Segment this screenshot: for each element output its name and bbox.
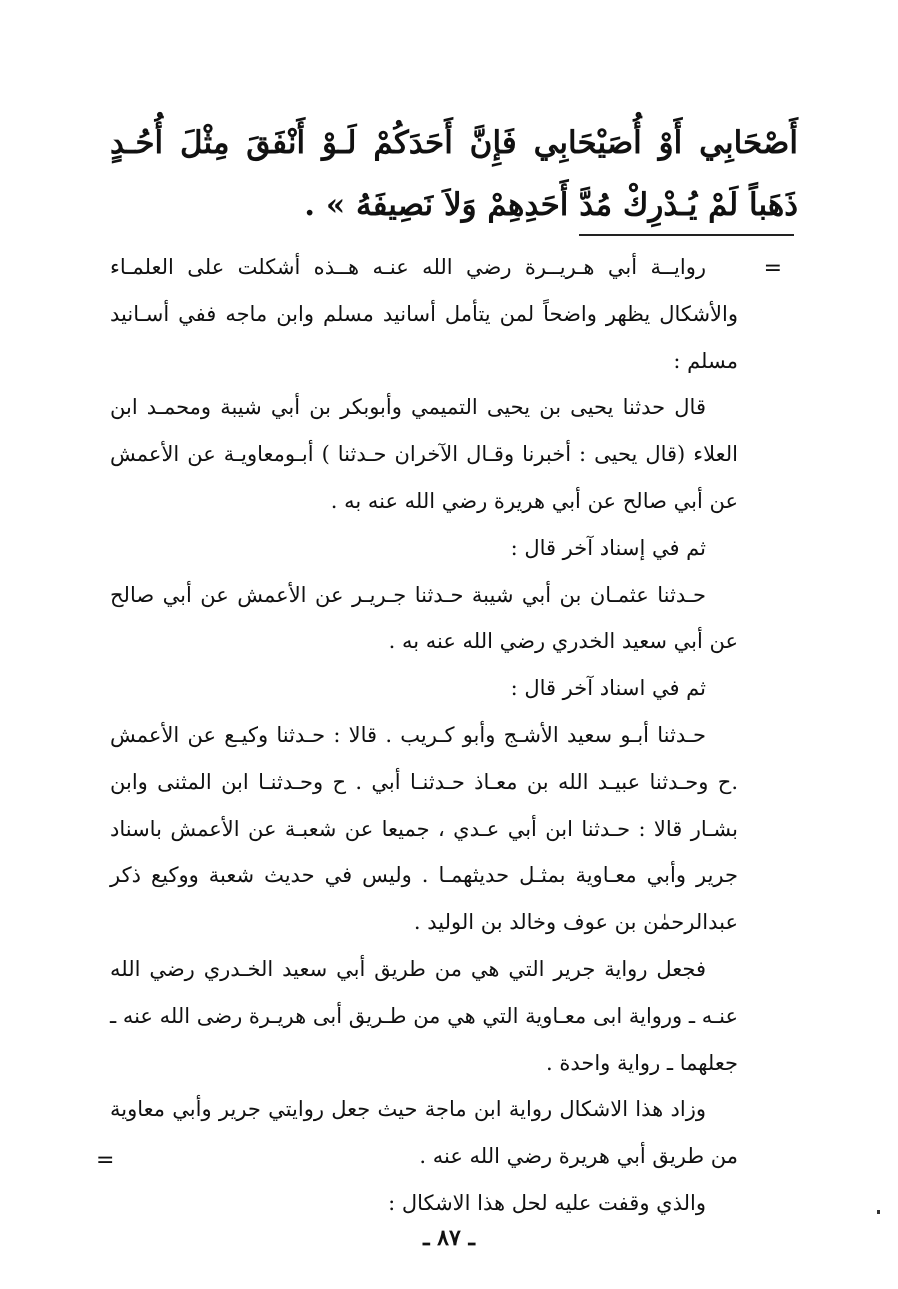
footnote-paragraph: فجعل رواية جرير التي هي من طريق أبي سعيد الخـدري رضي الله عنـه ـ ورواية ابى معـاوية التي هي من طـريق أبى هريـرة رضى الله عنه ـ جعلهما ـ رواية واحدة . [110,956,738,1075]
footnote-paragraph: ثم في اسناد آخر قال : [510,676,706,701]
hadith-text: أَصْحَابِي أَوْ أُصَيْحَابِي فَإِنَّ أَحَدَكُمْ لَـوْ أَنْفَقَ مِثْلَ أُحُـدٍ ذَهَباً لَمْ يُـدْرِكْ مُدَّ أَحَدِهِمْ وَلاَ نَصِيفَهُ » . [110,125,798,223]
continuation-mark-top: = [763,256,782,281]
page-number: ـ ٨٧ ـ [423,1225,475,1251]
footnote-paragraph: ثم في إسناد آخر قال : [510,535,706,560]
footnote-paragraph: حـدثنا عثمـان بن أبي شيبة حـدثنا جـريـر عن الأعمش عن أبي صالح عن أبي سعيد الخدري رضي الله عنه به . [110,582,738,654]
footnote-paragraph: روايــة أبي هـريــرة رضي الله عنـه هــذه أشكلت على العلمـاء والأشكال يظهر واضحاً لمن يتأمل أسانيد مسلم وابن ماجه ففي أسـانيد مسلم : [110,255,738,373]
footnote-paragraph: وزاد هذا الاشكال رواية ابن ماجة حيث جعل روايتي جرير وأبي معاوية من طريق أبي هريرة رضي الله عنه . [110,1097,738,1169]
scan-speck [877,1210,880,1214]
footnote-separator-line [579,234,794,236]
continuation-mark-bottom: = [96,1148,115,1173]
footnote [110,244,738,1227]
footnote-paragraph: حـدثنا أبـو سعيد الأشـج وأبو كـريب . قالا : حـدثنا وكيـع عن الأعمش .ح وحـدثنا عبيـد الله بن معـاذ حـدثنـا أبي . ح وحـدثنـا ابن المثنى وابن بشـار قالا : حـدثنا ابن أبي عـدي ، جميعا عن شعبـة عن الأعمش باسناد جرير وأبي معـاوية بمثـل حديثهمـا . وليس في حديث شعبة ووكيع ذكر عبدالرحمٰن بن عوف وخالد بن الوليد . [110,722,738,935]
footnote-paragraph: والذي وقفت عليه لحل هذا الاشكال : [388,1190,706,1215]
footnote-paragraph: قال حدثنا يحيى بن يحيى التميمي وأبوبكر بن أبي شيبة ومحمـد ابن العلاء (قال يحيى : أخبرنا وقـال الآخران حـدثنا ) أبـومعاويـة عن الأعمش عن أبي صالح عن أبي هريرة رضي الله عنه به . [110,395,738,513]
